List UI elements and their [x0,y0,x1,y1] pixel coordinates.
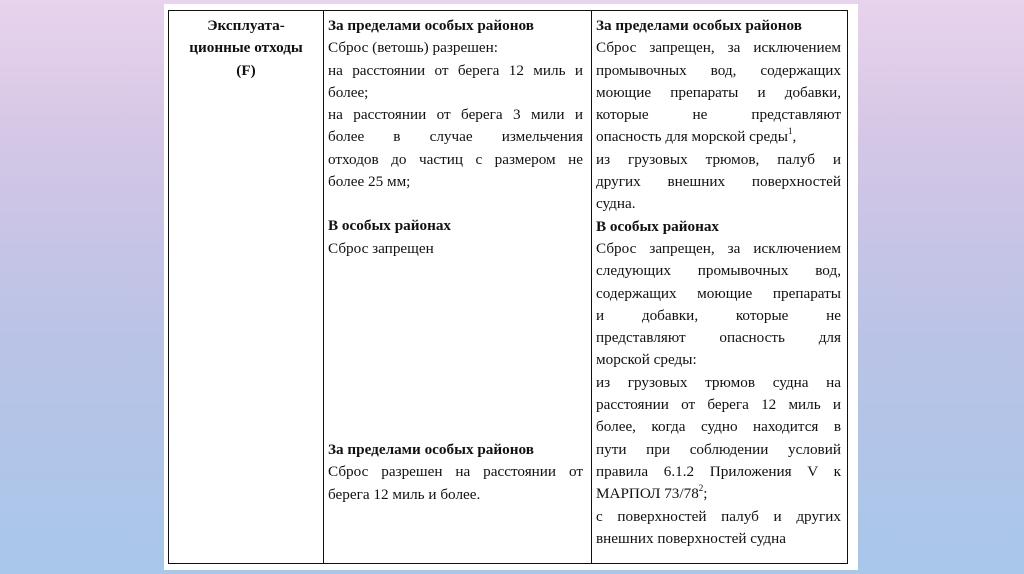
text-line: пути при соблюдении условий [596,440,841,458]
category-line: ционные отходы [189,39,303,57]
discharge-rules-table [168,10,848,564]
category-cell [173,15,319,82]
col2-heading: За пределами особых районов [328,17,534,34]
sup-line-tail: , [792,128,797,146]
text-line: внешних поверхностей судна [596,529,787,547]
sup-line-tail: ; [703,485,708,503]
text-line: более, когда судно находится в [596,418,841,436]
footnote-marker: 1 [787,126,793,137]
col3-heading: За пределами особых районов [596,17,802,34]
slide-page [164,4,858,570]
spacer [328,193,583,215]
col3-block [596,15,841,550]
text-line: отходов до частиц с размером не [328,150,583,168]
third-column [591,11,847,563]
text-line: следующих промывочных вод, [596,262,841,280]
text-line: из грузовых трюмов, палуб и [596,150,841,168]
text-line: расстоянии от берега 12 миль и [596,396,841,414]
text-line: представляют опасность для [596,329,841,347]
text-line: Сброс запрещен, за исключением [596,239,841,257]
col2-top-lines [328,37,583,193]
col2-line-2: Сброс запрещен [328,239,434,257]
col2-bottom-block [328,439,583,506]
col2-heading-2: В особых районах [328,217,452,235]
col3-lines-2 [596,149,841,216]
col2-bottom-heading: За пределами особых районов [328,441,534,458]
text-line: Сброс (ветошь) разрешен: [328,39,498,57]
col2-top-block [328,15,583,260]
footnote-marker: 2 [698,483,704,494]
text-line: содержащих моющие препараты [596,284,841,302]
text-line: других внешних поверхностей [596,173,841,191]
category-line: Эксплуата- [207,17,285,34]
text-line: более 25 мм; [328,173,411,191]
category-column [169,11,324,563]
col3-sup-line-2 [596,483,841,505]
text-line: судна. [596,195,636,213]
text-line: более в случае измельчения [328,128,583,146]
text-line: более; [328,83,369,101]
text-line: из грузовых трюмов судна на [596,373,841,391]
text-line: правила 6.1.2 Приложения V к [596,462,841,480]
text-line: Сброс разрешен на расстоянии от [328,463,583,481]
text-line: берега 12 миль и более. [328,485,481,503]
col3-lines [596,37,841,126]
second-column [323,11,592,563]
col3-sup-line [596,126,841,148]
col3-lines-4 [596,506,841,551]
text-line: промывочных вод, содержащих [596,61,841,79]
text-line: с поверхностей палуб и других [596,507,841,525]
text-line: на расстоянии от берега 3 мили и [328,106,583,124]
sup-line-text: опасность для морской среды [596,128,788,146]
text-line: моющие препараты и добавки, [596,83,841,101]
col3-lines-3 [596,238,841,483]
sup-line-text: МАРПОЛ 73/78 [596,485,699,503]
category-line: (F) [236,61,256,79]
text-line: которые не представляют [596,106,841,124]
col2-bottom-lines [328,461,583,506]
text-line: на расстоянии от берега 12 миль и [328,61,583,79]
text-line: и добавки, которые не [596,306,841,324]
text-line: Сброс запрещен, за исключением [596,39,841,57]
text-line: морской среды: [596,351,697,369]
col3-heading-2: В особых районах [596,217,720,235]
